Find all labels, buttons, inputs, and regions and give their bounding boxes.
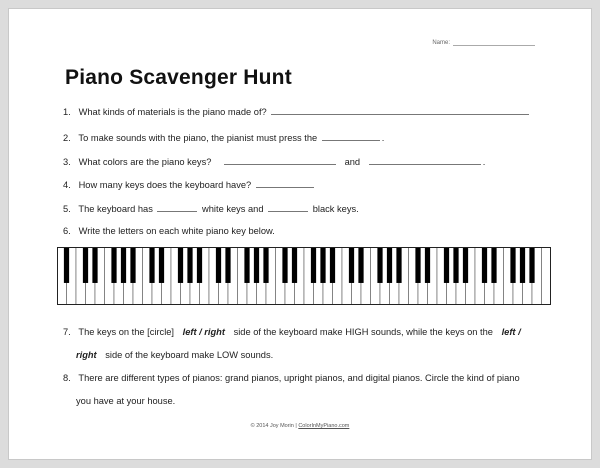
- question-text: What kinds of materials is the piano made of?: [78, 107, 267, 117]
- black-key[interactable]: [159, 247, 164, 283]
- black-key[interactable]: [282, 247, 287, 283]
- footer-link[interactable]: ColorInMyPiano.com: [298, 423, 350, 429]
- answer-blank-2[interactable]: [369, 156, 481, 165]
- right-choice-2[interactable]: right: [76, 350, 97, 360]
- question-text-a: The keys on the [circle]: [78, 327, 175, 337]
- question-number: 5.: [63, 204, 71, 214]
- question-text-b: side of the keyboard make HIGH sounds, while the keys on the: [233, 327, 493, 337]
- name-field-row: [432, 39, 535, 46]
- question-number: 1.: [63, 107, 71, 117]
- black-key[interactable]: [377, 247, 382, 283]
- question-number: 8.: [63, 373, 71, 383]
- question-text: How many keys does the keyboard have?: [78, 180, 252, 190]
- answer-blank-1[interactable]: [224, 156, 336, 165]
- left-right-choice-1[interactable]: left / right: [182, 327, 225, 337]
- name-blank-line[interactable]: [453, 39, 535, 46]
- black-key[interactable]: [197, 247, 202, 283]
- black-key[interactable]: [244, 247, 249, 283]
- black-key[interactable]: [254, 247, 259, 283]
- black-key[interactable]: [415, 247, 420, 283]
- black-key[interactable]: [482, 247, 487, 283]
- question-1: [63, 106, 531, 117]
- question-number: 7.: [63, 327, 71, 337]
- question-text-c: side of the keyboard make LOW sounds.: [105, 350, 274, 360]
- black-key[interactable]: [463, 247, 468, 283]
- black-key[interactable]: [491, 247, 496, 283]
- black-keys-blank[interactable]: [268, 203, 308, 212]
- black-key[interactable]: [453, 247, 458, 283]
- question-text: To make sounds with the piano, the pianist must press the: [78, 133, 318, 143]
- black-key[interactable]: [178, 247, 183, 283]
- and-text: and: [344, 157, 361, 167]
- black-key[interactable]: [292, 247, 297, 283]
- question-3: [63, 156, 485, 167]
- worksheet-page: [8, 8, 592, 460]
- name-label: Name:: [432, 40, 450, 46]
- black-key[interactable]: [225, 247, 230, 283]
- white-keys-blank[interactable]: [157, 203, 197, 212]
- black-key[interactable]: [425, 247, 430, 283]
- piano-keyboard-svg: [57, 247, 551, 305]
- black-key[interactable]: [130, 247, 135, 283]
- question-text-b: white keys and: [202, 204, 264, 214]
- black-key[interactable]: [111, 247, 116, 283]
- black-key[interactable]: [216, 247, 221, 283]
- black-key[interactable]: [149, 247, 154, 283]
- question-2: [63, 132, 384, 143]
- question-end: .: [381, 133, 385, 143]
- question-7: [63, 327, 521, 337]
- question-text: you have at your house.: [76, 396, 176, 406]
- question-number: 4.: [63, 180, 71, 190]
- black-key[interactable]: [444, 247, 449, 283]
- question-8-continued: [76, 396, 175, 406]
- piano-keyboard: [57, 247, 551, 305]
- black-key[interactable]: [263, 247, 268, 283]
- black-key[interactable]: [396, 247, 401, 283]
- question-number: 2.: [63, 133, 71, 143]
- left-choice-2[interactable]: left /: [501, 327, 521, 337]
- question-text: There are different types of pianos: grand pianos, upright pianos, and digital pianos. Circle the kind of piano: [78, 373, 520, 383]
- question-end: .: [482, 157, 486, 167]
- answer-blank[interactable]: [256, 179, 314, 188]
- black-key[interactable]: [520, 247, 525, 283]
- question-7-continued: [76, 350, 273, 360]
- black-key[interactable]: [510, 247, 515, 283]
- black-key[interactable]: [330, 247, 335, 283]
- question-text: What colors are the piano keys?: [78, 157, 212, 167]
- question-text-c: black keys.: [312, 204, 359, 214]
- black-key[interactable]: [311, 247, 316, 283]
- page-title: Piano Scavenger Hunt: [65, 66, 292, 89]
- black-key[interactable]: [529, 247, 534, 283]
- answer-blank[interactable]: [271, 106, 529, 115]
- footer: [9, 423, 591, 429]
- black-key[interactable]: [358, 247, 363, 283]
- question-number: 3.: [63, 157, 71, 167]
- black-key[interactable]: [83, 247, 88, 283]
- question-text: Write the letters on each white piano key below.: [78, 226, 275, 236]
- question-6: [63, 226, 275, 236]
- black-key[interactable]: [349, 247, 354, 283]
- black-key[interactable]: [187, 247, 192, 283]
- question-text-a: The keyboard has: [78, 204, 153, 214]
- copyright-text: © 2014 Joy Morin |: [250, 423, 297, 429]
- question-8: [63, 373, 520, 383]
- white-key[interactable]: [542, 247, 552, 305]
- black-key[interactable]: [121, 247, 126, 283]
- question-4: [63, 179, 316, 190]
- answer-blank[interactable]: [322, 132, 380, 141]
- question-5: [63, 203, 359, 214]
- black-key[interactable]: [92, 247, 97, 283]
- black-key[interactable]: [387, 247, 392, 283]
- black-key[interactable]: [64, 247, 69, 283]
- question-number: 6.: [63, 226, 71, 236]
- black-key[interactable]: [320, 247, 325, 283]
